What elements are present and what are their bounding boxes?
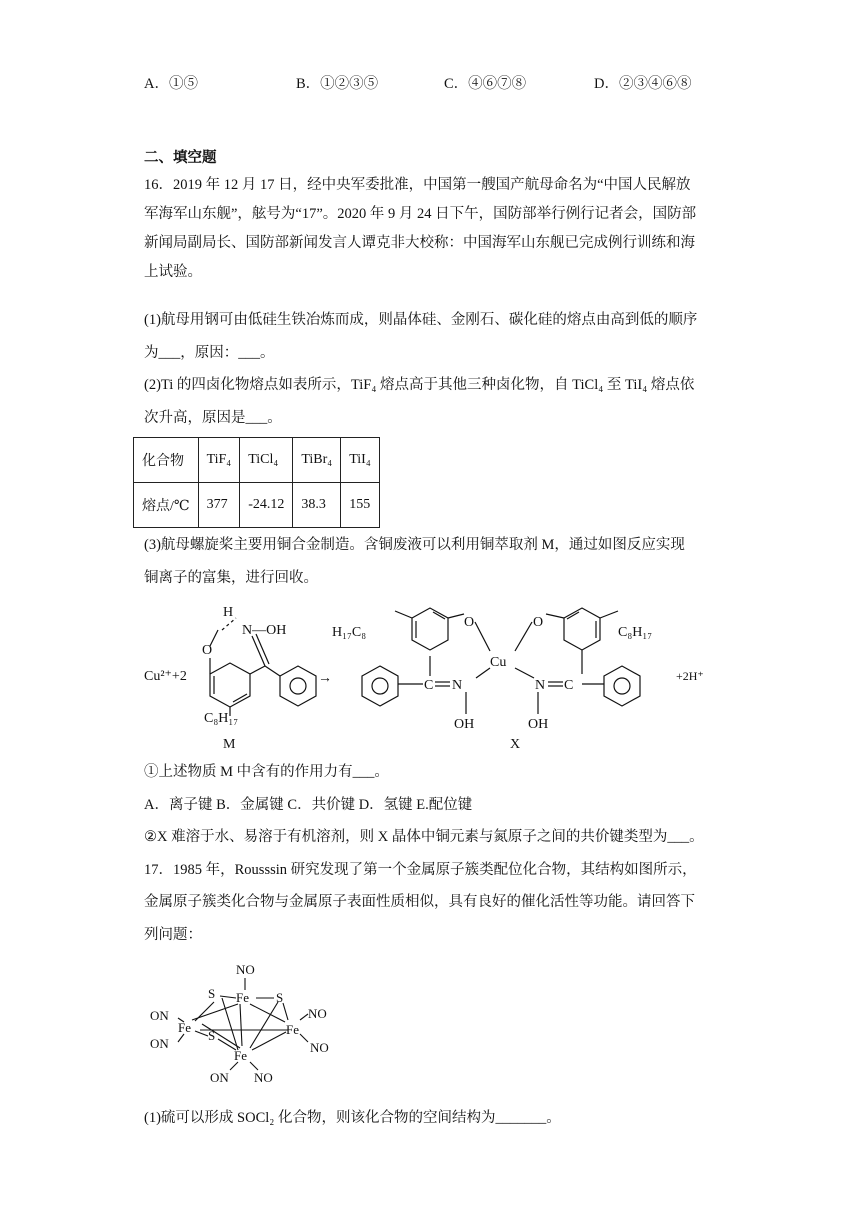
fe-atom-label: Fe: [234, 1048, 247, 1063]
q16-part3-line: (3)航母螺旋桨主要用铜合金制造。含铜废液可以利用铜萃取剂 M，通过如图反应实现: [144, 537, 685, 553]
table-cell: 化合物: [134, 438, 199, 483]
table-cell: 155: [341, 483, 380, 528]
h-atom-label: H: [223, 605, 234, 620]
q16-part1-line: (1)航母用钢可由低硅生铁冶炼而成，则晶体硅、金刚石、碳化硅的熔点由高到低的顺序: [144, 312, 698, 328]
table-cell: TiI₄: [341, 438, 380, 483]
table-cell: 熔点/℃: [134, 483, 199, 528]
option-c[interactable]: C．④⑥⑦⑧: [444, 76, 527, 92]
fe-atom-label: Fe: [286, 1022, 299, 1037]
q17-text-line: 列问题：: [144, 927, 202, 943]
s-atom-label: S: [208, 986, 216, 1001]
option-b[interactable]: B．①②③⑤: [296, 76, 379, 92]
q16-text-line: 16．2019 年 12 月 17 日，经中央军委批准，中国第一艘国产航母命名为“中国人民解放: [144, 177, 691, 193]
table-cell: 38.3: [293, 483, 341, 528]
oxime-label: N—OH: [242, 623, 287, 638]
no-ligand-label: NO: [308, 1006, 327, 1021]
option-d[interactable]: D．②③④⑥⑧: [594, 76, 692, 92]
q16-choices: A．离子键 B．金属键 C．共价键 D．氢键 E.配位键: [144, 797, 473, 813]
table-row: [134, 438, 380, 483]
q16-sub1: ①上述物质 M 中含有的作用力有___。: [144, 764, 389, 780]
table-cell: TiCl₄: [240, 438, 293, 483]
on-ligand-label: ON: [210, 1070, 229, 1085]
reaction-arrow: →: [318, 671, 332, 686]
q16-part3-line: 铜离子的富集，进行回收。: [144, 570, 318, 586]
alkyl-label: C₈H₁₇: [618, 625, 653, 640]
c-atom-label: C: [424, 678, 434, 693]
no-ligand-label: NO: [310, 1040, 329, 1055]
o-atom-label: O: [464, 615, 475, 630]
section-title: 二、填空题: [144, 150, 217, 166]
table-cell: -24.12: [240, 483, 293, 528]
q17-text-line: 金属原子簇类化合物与金属原子表面性质相似，具有良好的催化活性等功能。请回答下: [144, 894, 695, 910]
q17-part1: (1)硫可以形成 SOCl₂ 化合物，则该化合物的空间结构为_______。: [144, 1110, 561, 1126]
option-a[interactable]: A．①⑤: [144, 76, 198, 92]
table-cell: TiF₄: [198, 438, 240, 483]
no-ligand-label: NO: [236, 962, 255, 977]
m-label: M: [223, 737, 236, 752]
q17-text-line: 17．1985 年，Rousssin 研究发现了第一个金属原子簇类配位化合物，其结构如图所示，: [144, 862, 697, 878]
melting-point-table: [133, 437, 380, 528]
table-cell: TiBr₄: [293, 438, 341, 483]
table-row: [134, 483, 380, 528]
q16-sub2: ②X 难溶于水、易溶于有机溶剂，则 X 晶体中铜元素与氮原子之间的共价键类型为___。: [144, 829, 704, 845]
o-atom-label: O: [202, 643, 213, 658]
reaction-diagram: [130, 596, 730, 756]
on-ligand-label: ON: [150, 1008, 169, 1023]
o-atom-label: O: [533, 615, 544, 630]
oh-label: OH: [454, 717, 475, 732]
n-atom-label: N: [452, 678, 463, 693]
n-atom-label: N: [535, 678, 546, 693]
q16-part2-line: (2)Ti 的四卤化物熔点如表所示，TiF₄ 熔点高于其他三种卤化物，自 TiCl₄ 至 TiI₄ 熔点依: [144, 377, 695, 393]
on-ligand-label: ON: [150, 1036, 169, 1051]
cu-ion-label: Cu²⁺+2: [144, 669, 187, 684]
fe-atom-label: Fe: [236, 990, 249, 1005]
x-label: X: [510, 737, 521, 752]
q16-part1-line: 为___，原因：___。: [144, 345, 275, 361]
s-atom-label: S: [208, 1028, 216, 1043]
q16-text-line: 新闻局副局长、国防部新闻发言人谭克非大校称：中国海军山东舰已完成例行训练和海: [144, 235, 695, 251]
alkyl-label: C₈H₁₇: [204, 711, 239, 726]
q16-text-line: 军海军山东舰”，舷号为“17”。2020 年 9 月 24 日下午，国防部举行例行记者会，国防部: [144, 206, 697, 222]
cluster-structure: [140, 958, 350, 1088]
alkyl-label: H₁₇C₈: [332, 625, 367, 640]
table-cell: 377: [198, 483, 240, 528]
fe-atom-label: Fe: [178, 1020, 191, 1035]
s-atom-label: S: [276, 990, 284, 1005]
oh-label: OH: [528, 717, 549, 732]
c-atom-label: C: [564, 678, 574, 693]
cu-label: Cu: [490, 655, 507, 670]
q16-text-line: 上试验。: [144, 264, 202, 280]
plus-h-label: +2H⁺: [676, 669, 704, 683]
no-ligand-label: NO: [254, 1070, 273, 1085]
q16-part2-line: 次升高，原因是___。: [144, 410, 282, 426]
